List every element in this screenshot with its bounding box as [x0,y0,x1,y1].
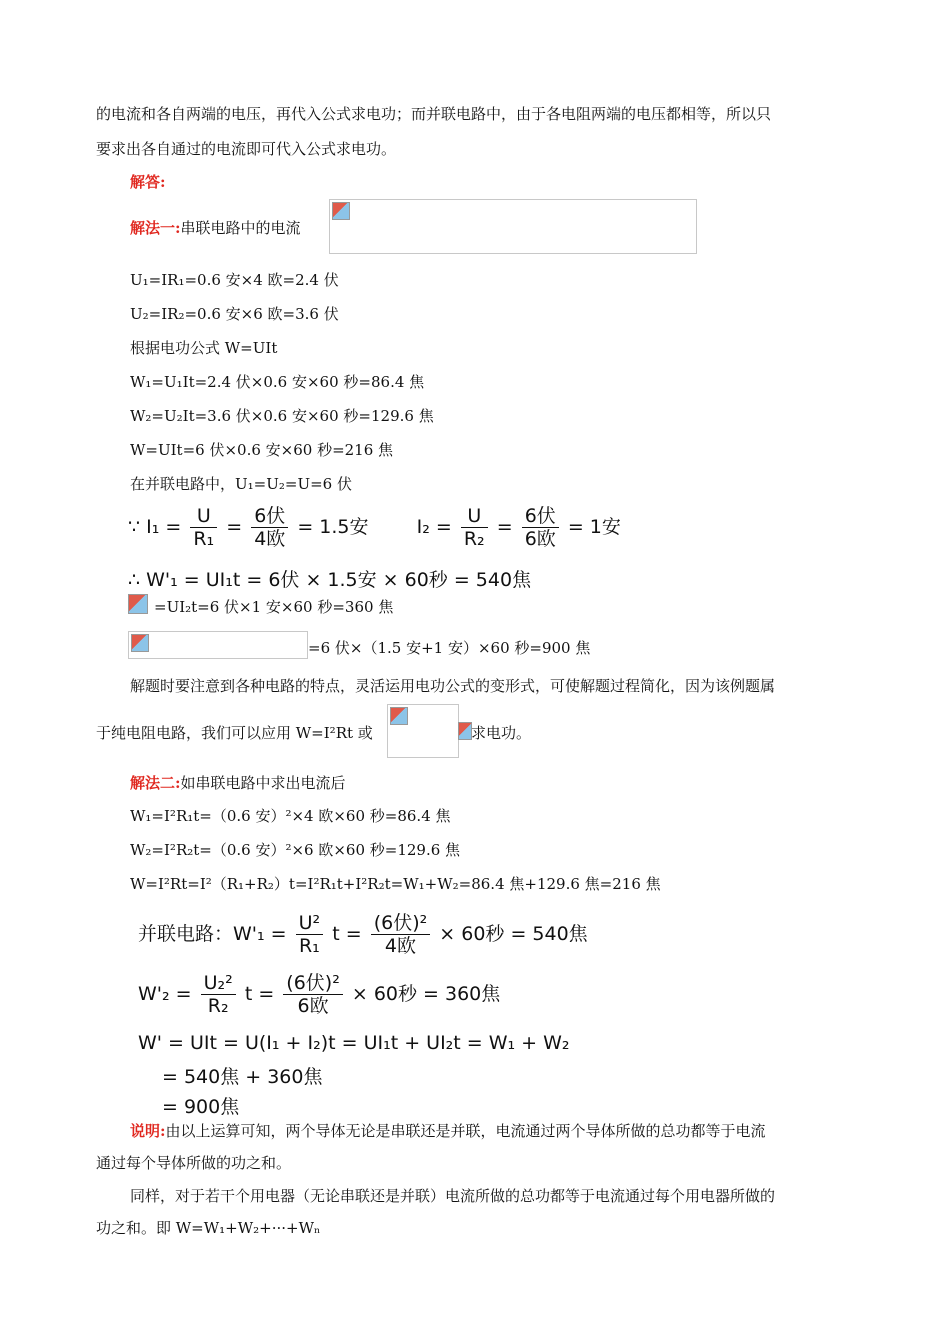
fraction-u22-r2: $\frac{\text{U₂²}}{\text{R₂}}$ [201,972,236,1017]
method2-text: 如串联电路中求出电流后 [180,774,346,792]
therefore-w1p: ∴ W'₁ = UI₁t = 6伏 × 1.5安 × 60秒 = 540焦 [128,569,532,591]
note-line1: 说明:由以上运算可知，两个导体无论是串联还是并联，电流通过两个导体所做的总功都等于电流 [130,1122,766,1140]
para1-line2: 要求出各自通过的电流即可代入公式求电功。 [96,140,397,158]
note-label: 说明: [130,1122,166,1140]
power-formula-line: 根据电功公式 W=UIt [130,339,278,357]
final-line1: 同样，对于若干个用电器（无论串联还是并联）电流所做的总功都等于电流通过每个用电器所做的 [130,1187,776,1205]
i2-label: I₂ = [416,516,452,538]
fraction-6v-4ohm: $\frac{\text{6伏}}{\text{4欧}}$ [251,505,288,550]
w2p-line: =UI₂t=6 伏×1 安×60 秒=360 焦 [154,598,394,616]
m2-w2-line: W₂=I²R₂t=（0.6 安）²×6 欧×60 秒=129.6 焦 [130,841,461,859]
formula-wp-total: W' = UIt = U(I₁ + I₂)t = UI₁t + UI₂t = W₁ + W₂ [138,1032,570,1054]
final-line2: 功之和。即 W=W₁+W₂+···+Wₙ [96,1219,321,1237]
fraction-6v2-4ohm: $\frac{\text{(6伏)²}}{\text{4欧}}$ [371,912,431,957]
para1-line1: 的电流和各自两端的电压，再代入公式求电功；而并联电路中，由于各电阻两端的电压都相等，所以只 [96,105,772,123]
broken-image-formula [387,704,459,758]
wp-line: =6 伏×（1.5 安+1 安）×60 秒=900 焦 [308,639,591,657]
method1-line [130,218,301,238]
fraction-u-r1: $\frac{U}{\text{R₁}}$ [190,505,217,550]
formula-image-currents: ∵ I₁ = $\frac{U}{\text{R₁}}$ = $\frac{\text{6伏}}{\text{4欧}}$ = 1.5安 I₂ = $\frac{U}{\text{R₂}}$ = $\frac{\text{6伏}}{\text{6欧}}$ = 1安 ∴ W'₁ = UI₁t = 6伏 × 1.5安 × 60秒 = 540焦 [128,505,621,591]
because-i1: ∵ I₁ = [128,516,182,538]
fraction-6v2-6ohm: $\frac{\text{(6伏)²}}{\text{6欧}}$ [283,972,343,1017]
parallel-intro-line: 在并联电路中，U₁=U₂=U=6 伏 [130,475,352,493]
broken-image-current [329,199,697,254]
answer-label: 解答: [130,173,166,191]
broken-image-icon [128,594,148,614]
tip-line2a: 于纯电阻电路，我们可以应用 W=I²Rt 或 [96,724,373,742]
tip-line1: 解题时要注意到各种电路的特点，灵活运用电功公式的变形式，可使解题过程简化，因为该例题属 [130,677,776,695]
broken-image-icon [390,707,408,725]
method1-label: 解法一: [130,219,181,237]
method2-line [130,773,346,793]
tip-line2b: 求电功。 [471,724,532,742]
broken-image-icon [131,634,149,652]
fraction-u-r2: $\frac{U}{\text{R₂}}$ [461,505,488,550]
formula-wp-result: = 900焦 [162,1096,240,1118]
broken-image-w-total [128,631,308,659]
formula-image-parallel: 并联电路：W'₁ = $\frac{\text{U²}}{\text{R₁}}$ t = $\frac{\text{(6伏)²}}{\text{4欧}}$ × 60秒 = 540焦 W'₂ = $\frac{\text{U₂²}}{\text{R₂}}$ t = $\frac{\text{(6伏)²}}{\text{6欧}}$ × 60秒 = 360焦 W' = UIt = U(I₁ + I₂)t = UI₁t + UI₂t = W₁ + W₂ = 540焦 + 360焦 = 900焦 [138,912,588,1118]
w1-line: W₁=U₁It=2.4 伏×0.6 安×60 秒=86.4 焦 [130,373,425,391]
broken-image-icon [332,202,350,220]
result-i2: = 1安 [567,516,621,538]
w2-line: W₂=U₂It=3.6 伏×0.6 安×60 秒=129.6 焦 [130,407,434,425]
m2-w-line: W=I²Rt=I²（R₁+R₂）t=I²R₁t+I²R₂t=W₁+W₂=86.4 焦+129.6 焦=216 焦 [130,875,661,893]
note-line2: 通过每个导体所做的功之和。 [96,1154,292,1172]
method2-label: 解法二: [130,774,181,792]
formula-wp-sum: = 540焦 + 360焦 [162,1066,323,1088]
u1-line: U₁=IR₁=0.6 安×4 欧=2.4 伏 [130,271,339,289]
fraction-6v-6ohm: $\frac{\text{6伏}}{\text{6欧}}$ [522,505,559,550]
broken-image-icon [458,722,472,740]
w-line: W=UIt=6 伏×0.6 安×60 秒=216 焦 [130,441,394,459]
u2-line: U₂=IR₂=0.6 安×6 欧=3.6 伏 [130,305,339,323]
m2-w1-line: W₁=I²R₁t=（0.6 安）²×4 欧×60 秒=86.4 焦 [130,807,451,825]
result-i1: = 1.5安 [297,516,369,538]
fraction-u2-r1: $\frac{\text{U²}}{\text{R₁}}$ [296,912,324,957]
method1-text: 串联电路中的电流 [180,219,301,237]
